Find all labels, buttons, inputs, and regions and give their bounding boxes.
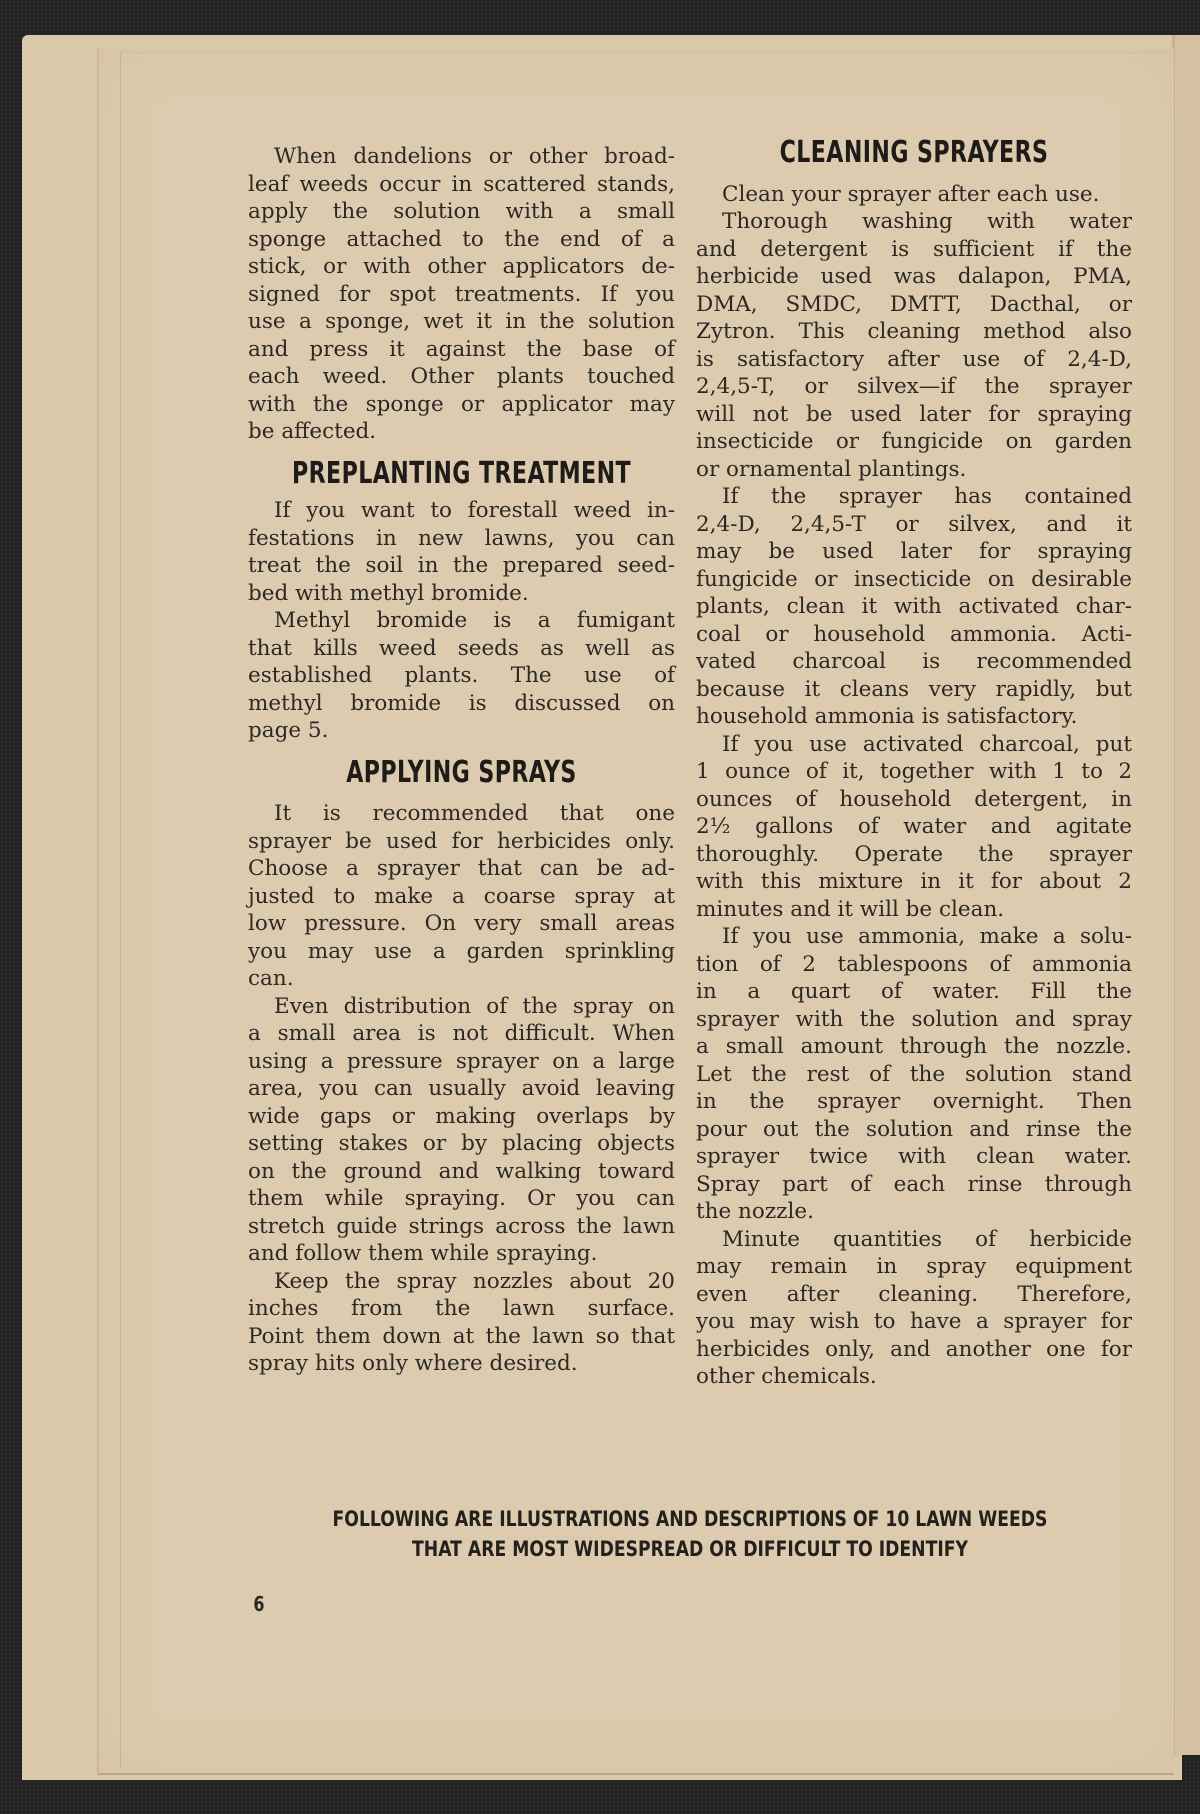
text-line: sprayer twice with clean water. [696,1144,1132,1169]
text-line: may remain in spray equipment [696,1254,1132,1279]
section-heading-cleaning-sprayers: CLEANING SPRAYERS [779,135,1049,170]
text-line: setting stakes or by placing objects [248,1131,675,1156]
adjacent-page-edge [1172,35,1200,1755]
text-line: low pressure. On very small areas [248,911,675,936]
text-line: Point them down at the lawn so that [248,1323,675,1349]
text-line: is satisfactory after use of 2,4-D, [696,346,1132,372]
text-line: household ammonia is satisfactory. [696,704,1078,729]
text-line: other chemicals. [696,1364,877,1389]
text-line: be affected. [248,419,377,444]
text-line: each weed. Other plants touched [248,364,675,389]
text-line: fungicide or insecticide on desirable [696,566,1132,592]
cleaning-paragraph-6 [696,1226,1132,1391]
section-heading-preplanting: PREPLANTING TREATMENT [291,455,632,491]
text-line: and press it against the base of [248,336,675,362]
text-line: treat the soil in the prepared seed- [248,553,675,578]
text-line: leaf weeds occur in scattered stands, [248,171,675,197]
text-line: Methyl bromide is a fumigant [274,608,675,633]
text-line: 1 ounce of it, together with 1 to 2 [696,759,1132,784]
text-line: If the sprayer has contained [722,484,1132,509]
text-line: justed to make a coarse spray at [248,883,675,909]
weeds-illustration-note [321,1504,1059,1564]
text-line: you may use a garden sprinkling [248,938,675,964]
text-line: spray hits only where desired. [248,1351,578,1376]
text-line: plants, clean it with activated char- [696,594,1132,619]
text-line: herbicide used was dalapon, PMA, [696,264,1132,289]
text-line: that kills weed seeds as well as [248,635,675,661]
text-line: and follow them while spraying. [248,1241,598,1266]
text-line: on the ground and walking toward [248,1158,675,1184]
text-line: sprayer be used for herbicides only. [248,828,675,854]
right-column [696,135,1132,1391]
text-line: 2½ gallons of water and agitate [696,814,1132,839]
text-line: If you use activated charcoal, put [722,731,1132,757]
text-line: tion of 2 tablespoons of ammonia [696,951,1132,977]
text-line: 2,4-D, 2,4,5-T or silvex, and it [696,511,1132,537]
text-line: Clean your sprayer after each use. [722,181,1100,207]
text-line: using a pressure sprayer on a large [248,1048,675,1074]
preplanting-paragraph-2 [248,607,675,745]
text-line: festations in new lawns, you can [248,525,675,551]
text-line: 2,4,5-T, or silvex—if the sprayer [696,374,1132,399]
left-column [248,143,675,1378]
text-line: may be used later for spraying [696,539,1132,564]
text-line: minutes and it will be clean. [696,896,1005,922]
cleaning-paragraph-4 [696,731,1132,924]
text-line: or ornamental plantings. [696,456,967,482]
text-line: Thorough washing with water [722,209,1132,234]
text-line: stick, or with other applicators de- [248,254,675,279]
text-line: with this mixture in it for about 2 [696,869,1132,894]
applying-paragraph-3 [248,1268,675,1378]
preplanting-paragraph-1 [248,497,675,607]
text-line: If you use ammonia, make a solu- [722,924,1132,949]
text-line: a small amount through the nozzle. [696,1034,1132,1059]
text-line: Minute quantities of herbicide [722,1226,1132,1252]
applying-paragraph-2 [248,993,675,1268]
text-line: with the sponge or applicator may [248,391,675,417]
text-line: Spray part of each rinse through [696,1171,1132,1197]
text-line: methyl bromide is discussed on [248,690,675,716]
text-line: a small area is not difficult. When [248,1021,675,1046]
text-line: signed for spot treatments. If you [248,281,675,307]
text-line: bed with methyl bromide. [248,580,529,606]
text-line: will not be used later for spraying [696,401,1132,427]
text-line: and detergent is sufficient if the [696,236,1132,262]
text-line: Zytron. This cleaning method also [696,319,1132,344]
text-line: because it cleans very rapidly, but [696,676,1132,702]
text-line: use a sponge, wet it in the solution [248,309,675,334]
text-line: apply the solution with a small [248,199,675,224]
text-line: even after cleaning. Therefore, [696,1281,1132,1307]
text-line: stretch guide strings across the lawn [248,1213,675,1239]
footer-note-line-1: FOLLOWING ARE ILLUSTRATIONS AND DESCRIPTIONS OF 10 LAWN WEEDS [332,1507,1048,1531]
text-line: It is recommended that one [274,801,675,826]
text-line: the nozzle. [696,1199,814,1224]
text-line: Choose a sprayer that can be ad- [248,856,675,881]
page-number: 6 [253,1592,265,1616]
cleaning-paragraph-2 [696,208,1132,483]
intro-paragraph [248,143,675,446]
text-line: thoroughly. Operate the sprayer [696,841,1132,867]
applying-paragraph-1 [248,800,675,993]
text-line: can. [248,966,294,991]
cleaning-paragraph-3 [696,483,1132,731]
cleaning-paragraph-1 [696,181,1132,209]
section-heading-applying-sprays: APPLYING SPRAYS [346,754,577,790]
text-line: pour out the solution and rinse the [696,1116,1132,1142]
text-line: Even distribution of the spray on [274,993,675,1019]
text-line: in a quart of water. Fill the [696,979,1132,1004]
text-line: Let the rest of the solution stand [696,1061,1132,1087]
cleaning-paragraph-5 [696,923,1132,1226]
text-line: established plants. The use of [248,663,675,688]
footer-note-line-2: THAT ARE MOST WIDESPREAD OR DIFFICULT TO IDENTIFY [412,1537,968,1561]
text-line: page 5. [248,718,329,743]
text-line: Keep the spray nozzles about 20 [274,1268,675,1294]
text-line: inches from the lawn surface. [248,1296,675,1321]
text-line: coal or household ammonia. Acti- [696,621,1132,647]
text-line: vated charcoal is recommended [696,649,1132,674]
text-line: you may wish to have a sprayer for [696,1309,1132,1334]
text-line: insecticide or fungicide on garden [696,429,1132,454]
text-line: When dandelions or other broad- [274,144,675,169]
text-line: DMA, SMDC, DMTT, Dacthal, or [696,291,1132,317]
text-line: them while spraying. Or you can [248,1186,675,1211]
text-line: herbicides only, and another one for [696,1336,1132,1362]
text-line: area, you can usually avoid leaving [248,1076,675,1101]
text-line: sponge attached to the end of a [248,226,675,252]
text-line: If you want to forestall weed in- [274,498,675,523]
text-line: wide gaps or making overlaps by [248,1103,675,1129]
text-line: in the sprayer overnight. Then [696,1089,1132,1114]
text-line: ounces of household detergent, in [696,786,1132,812]
text-line: sprayer with the solution and spray [696,1006,1132,1032]
